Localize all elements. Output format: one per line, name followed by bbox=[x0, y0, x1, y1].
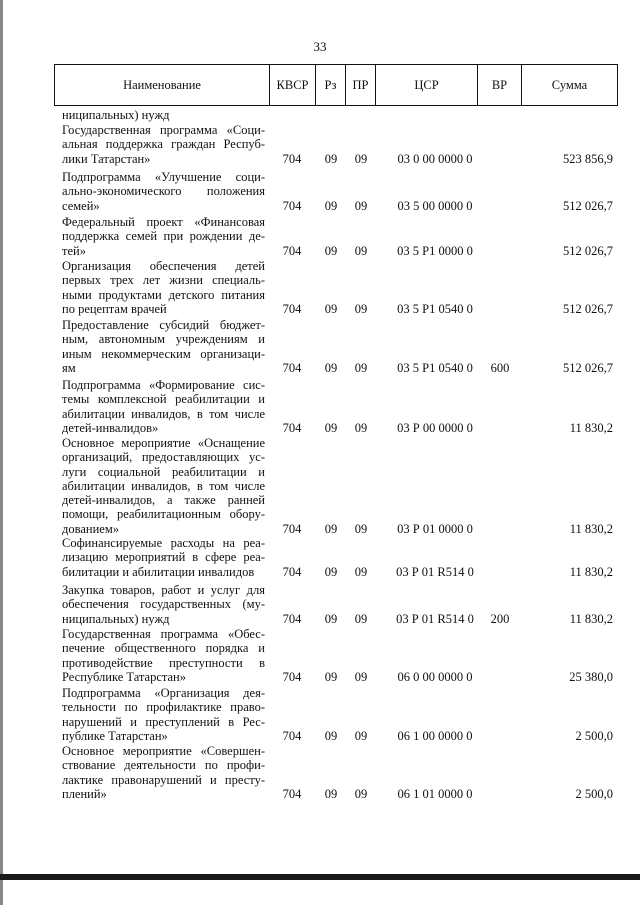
cell-pr: 09 bbox=[354, 151, 368, 166]
row-name bbox=[62, 378, 265, 435]
name-line: Софинансируемые расходы на реа- bbox=[62, 536, 265, 550]
cell-rz: 09 bbox=[324, 786, 338, 801]
cell-pr: 09 bbox=[354, 786, 368, 801]
row-name bbox=[62, 627, 265, 684]
cell-pr: 09 bbox=[354, 611, 368, 626]
cell-vr: 600 bbox=[490, 360, 510, 375]
name-line: луги социальной реабилитации и bbox=[62, 464, 265, 479]
row-name bbox=[62, 436, 265, 536]
name-line: организаций, предоставляющих ус- bbox=[62, 450, 265, 465]
cell-kvsr: 704 bbox=[282, 243, 302, 258]
cell-sum: 11 830,2 bbox=[569, 420, 613, 435]
cell-csr: 03 5 00 0000 0 bbox=[397, 198, 473, 213]
row-name bbox=[62, 215, 265, 258]
cell-kvsr: 704 bbox=[282, 420, 302, 435]
cell-rz: 09 bbox=[324, 669, 338, 684]
table-header bbox=[54, 64, 618, 106]
cell-csr: 03 0 00 0000 0 bbox=[397, 151, 473, 166]
name-line: печение общественного порядка и bbox=[62, 641, 265, 656]
name-line: лактике правонарушений и престу- bbox=[62, 772, 265, 787]
cell-csr: 03 Р 01 0000 0 bbox=[397, 521, 473, 536]
name-line: Предоставление субсидий бюджет- bbox=[62, 318, 265, 332]
cell-rz: 09 bbox=[324, 420, 338, 435]
cell-csr: 03 5 P1 0540 0 bbox=[397, 301, 473, 316]
scan-bottom-edge bbox=[0, 874, 640, 880]
cell-kvsr: 704 bbox=[282, 151, 302, 166]
scan-edge bbox=[0, 0, 3, 905]
row-name bbox=[62, 536, 265, 579]
name-line: Основное мероприятие «Совершен- bbox=[62, 744, 265, 758]
cell-csr: 03 Р 00 0000 0 bbox=[397, 420, 473, 435]
cell-pr: 09 bbox=[354, 669, 368, 684]
cell-pr: 09 bbox=[354, 243, 368, 258]
name-line: первых трех лет жизни специаль- bbox=[62, 273, 265, 288]
cell-csr: 03 5 P1 0000 0 bbox=[397, 243, 473, 258]
name-line: ям bbox=[62, 360, 76, 375]
cell-rz: 09 bbox=[324, 564, 338, 579]
row-name bbox=[62, 583, 265, 626]
cell-pr: 09 bbox=[354, 564, 368, 579]
name-line: Государственная программа «Соци- bbox=[62, 123, 265, 137]
cell-csr: 03 Р 01 R514 0 bbox=[396, 564, 474, 579]
name-line: билитации и абилитации инвалидов bbox=[62, 564, 255, 579]
cell-pr: 09 bbox=[354, 301, 368, 316]
name-line: по рецептам врачей bbox=[62, 301, 167, 316]
column-header-rz: Рз bbox=[315, 65, 345, 105]
name-line: Закупка товаров, работ и услуг для bbox=[62, 583, 265, 597]
cell-kvsr: 704 bbox=[282, 786, 302, 801]
column-header-csr: ЦСР bbox=[375, 65, 477, 105]
name-line: тельности по профилактике право- bbox=[62, 700, 265, 715]
cell-rz: 09 bbox=[324, 360, 338, 375]
cell-kvsr: 704 bbox=[282, 669, 302, 684]
name-line: плений» bbox=[62, 786, 107, 801]
cell-rz: 09 bbox=[324, 728, 338, 743]
cell-csr: 06 1 01 0000 0 bbox=[397, 786, 473, 801]
name-line: обеспечения государственных (му- bbox=[62, 597, 265, 612]
name-line: Подпрограмма «Формирование сис- bbox=[62, 378, 265, 392]
name-line: ным, автономным учреждениям и bbox=[62, 332, 265, 347]
name-line: Республике Татарстан» bbox=[62, 669, 186, 684]
cell-csr: 06 0 00 0000 0 bbox=[397, 669, 473, 684]
page-number: 33 bbox=[313, 39, 327, 54]
name-line: абилитации инвалидов, в том числе bbox=[62, 478, 265, 493]
name-line: семей» bbox=[62, 198, 100, 213]
row-name bbox=[62, 259, 265, 316]
cell-kvsr: 704 bbox=[282, 521, 302, 536]
cell-sum: 11 830,2 bbox=[569, 611, 613, 626]
row-name bbox=[62, 686, 265, 743]
row-name bbox=[62, 170, 265, 213]
cell-pr: 09 bbox=[354, 420, 368, 435]
name-line: тей» bbox=[62, 243, 86, 258]
cell-csr: 03 5 P1 0540 0 bbox=[397, 360, 473, 375]
cell-csr: 06 1 00 0000 0 bbox=[397, 728, 473, 743]
column-header-kvsr: КВСР bbox=[269, 65, 315, 105]
cell-pr: 09 bbox=[354, 521, 368, 536]
name-line: ствование деятельности по профи- bbox=[62, 758, 265, 773]
name-line: поддержка семей при рождении де- bbox=[62, 229, 265, 244]
name-line: абилитации инвалидов, в том числе bbox=[62, 406, 265, 421]
cell-vr: 200 bbox=[490, 611, 510, 626]
name-line: Подпрограмма «Улучшение соци- bbox=[62, 170, 265, 184]
cell-rz: 09 bbox=[324, 198, 338, 213]
column-header-sum: Сумма bbox=[521, 65, 617, 105]
name-line: лики Татарстан» bbox=[62, 151, 151, 166]
cell-sum: 2 500,0 bbox=[575, 786, 613, 801]
cell-kvsr: 704 bbox=[282, 198, 302, 213]
cell-sum: 11 830,2 bbox=[569, 564, 613, 579]
name-line: противодействие преступности в bbox=[62, 655, 265, 670]
cell-pr: 09 bbox=[354, 198, 368, 213]
cell-kvsr: 704 bbox=[282, 301, 302, 316]
name-line: иным некоммерческим организаци- bbox=[62, 346, 265, 361]
column-header-pr: ПР bbox=[345, 65, 375, 105]
cell-kvsr: 704 bbox=[282, 360, 302, 375]
cell-sum: 2 500,0 bbox=[575, 728, 613, 743]
name-line: ально-экономического положения bbox=[62, 184, 265, 199]
cell-sum: 25 380,0 bbox=[569, 669, 613, 684]
row-name bbox=[62, 318, 265, 375]
name-line: Государственная программа «Обес- bbox=[62, 627, 265, 641]
cell-csr: 03 Р 01 R514 0 bbox=[396, 611, 474, 626]
cell-pr: 09 bbox=[354, 360, 368, 375]
name-line: ниципальных) нужд bbox=[62, 108, 170, 122]
cell-sum: 512 026,7 bbox=[563, 360, 613, 375]
name-line: лизацию мероприятий в сфере реа- bbox=[62, 550, 265, 565]
cell-rz: 09 bbox=[324, 611, 338, 626]
cell-sum: 512 026,7 bbox=[563, 301, 613, 316]
cell-sum: 512 026,7 bbox=[563, 243, 613, 258]
cell-kvsr: 704 bbox=[282, 728, 302, 743]
cell-kvsr: 704 bbox=[282, 611, 302, 626]
cell-sum: 11 830,2 bbox=[569, 521, 613, 536]
cell-kvsr: 704 bbox=[282, 564, 302, 579]
name-line: Подпрограмма «Организация дея- bbox=[62, 686, 265, 700]
name-line: помощи, реабилитационным обору- bbox=[62, 507, 265, 522]
name-line: ниципальных) нужд bbox=[62, 611, 170, 626]
cell-rz: 09 bbox=[324, 243, 338, 258]
cell-sum: 523 856,9 bbox=[563, 151, 613, 166]
row-name bbox=[62, 123, 265, 166]
name-line: Федеральный проект «Финансовая bbox=[62, 215, 265, 229]
continuation-text bbox=[62, 108, 265, 122]
name-line: ными продуктами детского питания bbox=[62, 287, 265, 302]
name-line: Основное мероприятие «Оснащение bbox=[62, 436, 265, 450]
column-header-vr: ВР bbox=[477, 65, 521, 105]
cell-rz: 09 bbox=[324, 301, 338, 316]
name-line: детей-инвалидов, а также ранней bbox=[62, 493, 265, 508]
name-line: темы комплексной реабилитации и bbox=[62, 392, 265, 407]
column-header-name: Наименование bbox=[123, 77, 201, 92]
name-line: дованием» bbox=[62, 521, 119, 536]
row-name bbox=[62, 744, 265, 801]
name-line: детей-инвалидов» bbox=[62, 420, 159, 435]
name-line: альная поддержка граждан Респуб- bbox=[62, 137, 265, 152]
name-line: нарушений и преступлений в Рес- bbox=[62, 714, 265, 729]
cell-sum: 512 026,7 bbox=[563, 198, 613, 213]
name-line: Организация обеспечения детей bbox=[62, 259, 265, 273]
name-line: публике Татарстан» bbox=[62, 728, 168, 743]
cell-rz: 09 bbox=[324, 151, 338, 166]
cell-rz: 09 bbox=[324, 521, 338, 536]
cell-pr: 09 bbox=[354, 728, 368, 743]
